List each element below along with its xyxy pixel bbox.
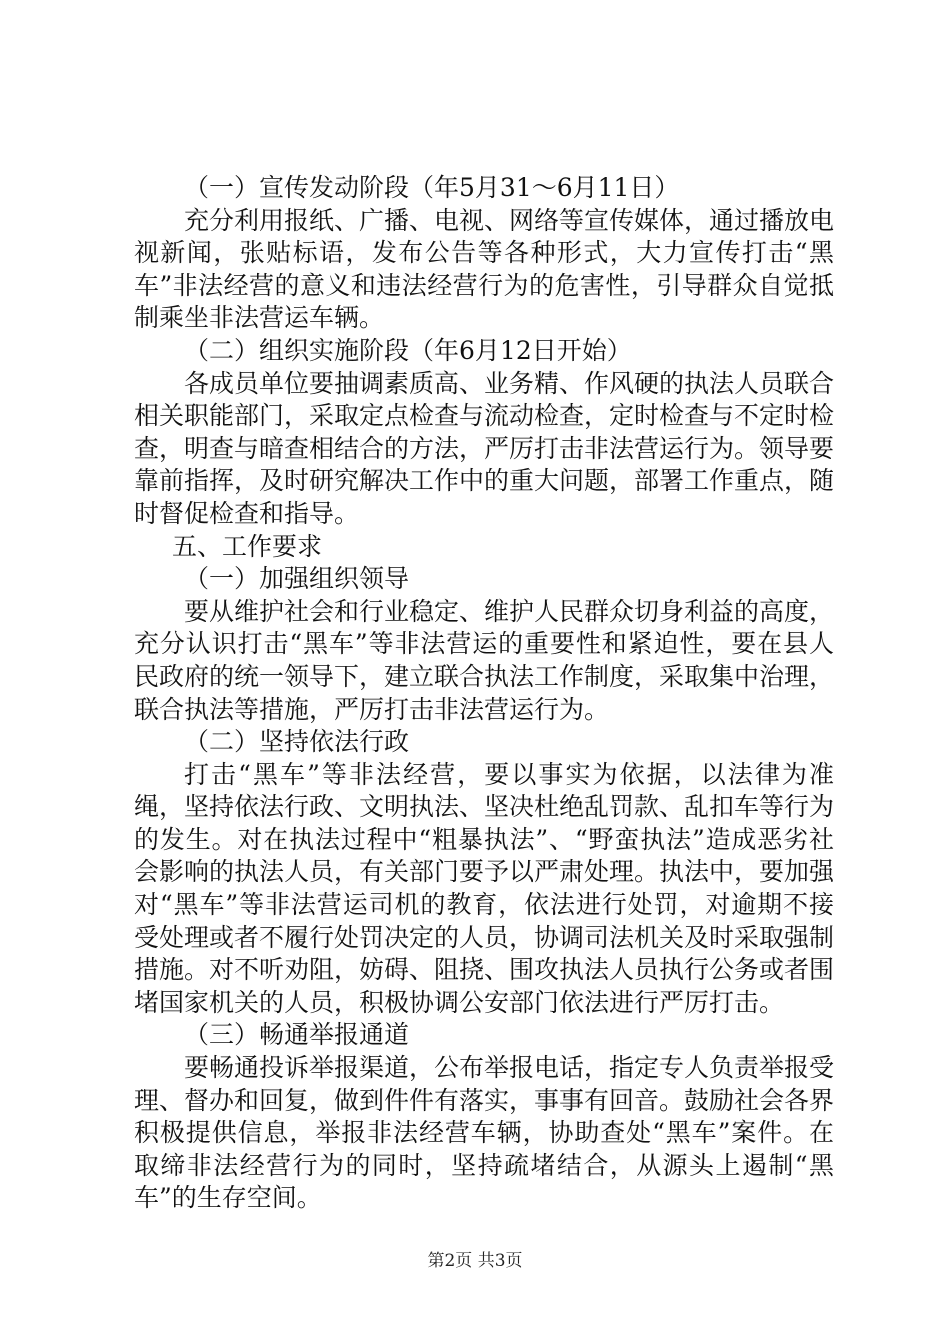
page-indicator: 第2页 共3页 [427, 1251, 523, 1271]
page-footer [0, 1250, 950, 1272]
paragraph-lawful-administration: 打击“黑车”等非法经营，要以事实为依据，以法律为准绳，坚持依法行政、文明执法、坚决杜绝乱罚款、乱扣车等行为的发生。对在执法过程中“粗暴执法”、“野蛮执法”造成恶劣社会影响的执法人员，有关部门要予以严肃处理。执法中，要加强对“黑车”等非法营运司机的教育，依法进行处罚，对逾期不接受处理或者不履行处罚决定的人员，协调司法机关及时采取强制措施。对不听劝阻，妨碍、阻挠、围攻执法人员执行公务或者围堵国家机关的人员，积极协调公安部门依法进行严厉打击。 [134, 759, 835, 1017]
heading-publicity-stage: （一）宣传发动阶段（年5月31～6月11日） [184, 173, 680, 202]
heading-strengthen-leadership: （一）加强组织领导 [184, 564, 410, 594]
document-body [134, 172, 834, 1215]
paragraph-leadership: 要从维护社会和行业稳定、维护人民群众切身利益的高度，充分认识打击“黑车”等非法营运的重要性和紧迫性，要在县人民政府的统一领导下，建立联合执法工作制度，采取集中治理，联合执法等措施，严厉打击非法营运行为。 [134, 596, 835, 724]
paragraph-implementation: 各成员单位要抽调素质高、业务精、作风硬的执法人员联合相关职能部门，采取定点检查与流动检查，定时检查与不定时检查，明查与暗查相结合的方法，严厉打击非法营运行为。领导要靠前指挥，及时研究解决工作中的重大问题，部署工作重点，随时督促检查和指导。 [134, 368, 835, 528]
heading-reporting-channels: （三）畅通举报通道 [184, 1020, 410, 1050]
heading-implementation-stage: （二）组织实施阶段（年6月12日开始） [184, 335, 632, 365]
section-work-requirements: 五、工作要求 [172, 531, 323, 561]
paragraph-publicity: 充分利用报纸、广播、电视、网络等宣传媒体，通过播放电视新闻，张贴标语，发布公告等各种形式，大力宣传打击“黑车”非法经营的意义和违法经营行为的危害性，引导群众自觉抵制乘坐非法营运车辆。 [134, 205, 835, 333]
paragraph-reporting-channels: 要畅通投诉举报渠道，公布举报电话，指定专人负责举报受理、督办和回复，做到件件有落实，事事有回音。鼓励社会各界积极提供信息，举报非法经营车辆，协助查处“黑车”案件。在取缔非法经营行为的同时，坚持疏堵结合，从源头上遏制“黑车”的生存空间。 [134, 1053, 835, 1213]
heading-lawful-administration: （二）坚持依法行政 [184, 727, 410, 757]
